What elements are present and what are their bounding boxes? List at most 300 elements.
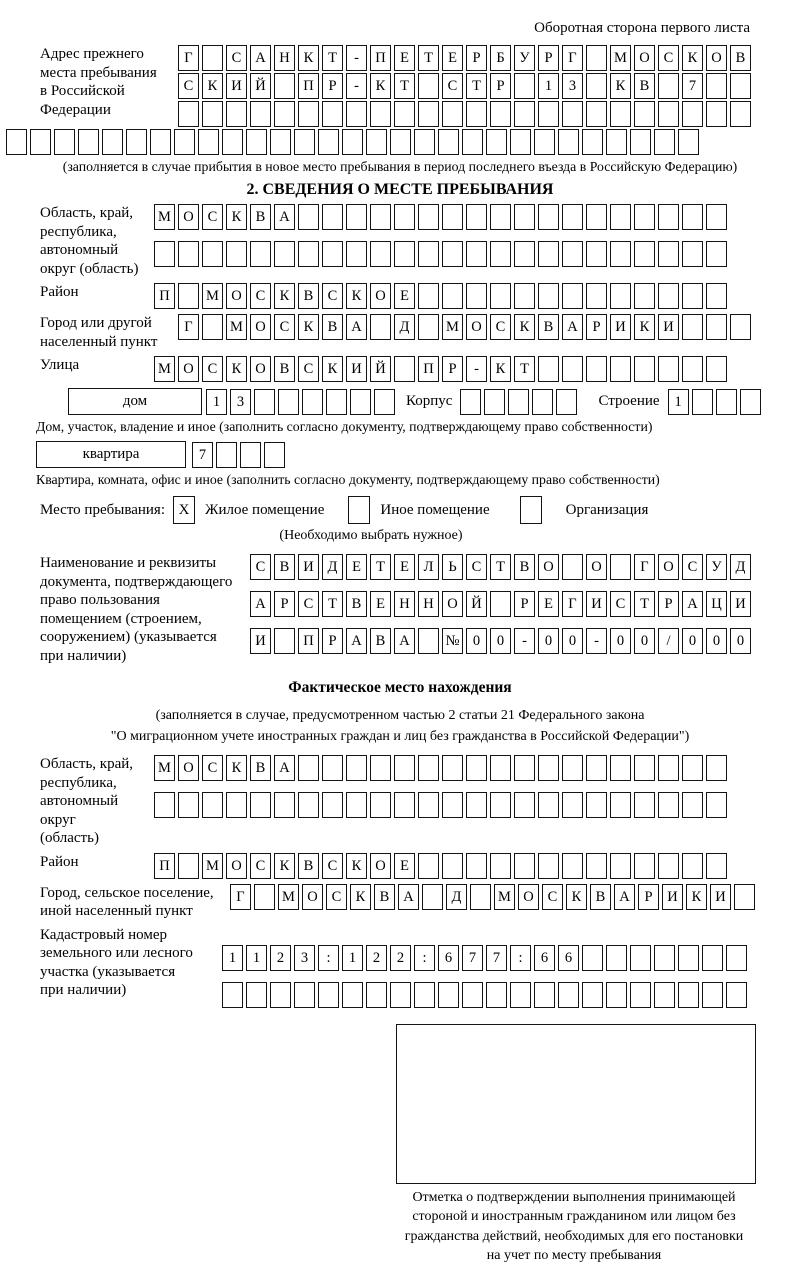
- char-box: [418, 755, 439, 781]
- char-box: [706, 853, 727, 879]
- char-boxes-row: [250, 554, 754, 580]
- char-box: [682, 356, 703, 382]
- char-box: [706, 356, 727, 382]
- char-box: Т: [322, 591, 343, 617]
- char-box: О: [370, 853, 391, 879]
- ownership-document-field: [6, 554, 794, 665]
- char-boxes-row: [154, 792, 730, 818]
- char-box: П: [418, 356, 439, 382]
- stroenie-label: Строение: [598, 393, 660, 409]
- place-type-note: (Необходимо выбрать нужное): [279, 528, 463, 543]
- char-box: О: [442, 591, 463, 617]
- char-box: [586, 73, 607, 99]
- char-box: Т: [490, 554, 511, 580]
- char-box: [726, 945, 747, 971]
- char-box: [514, 792, 535, 818]
- char-box: [438, 982, 459, 1008]
- char-box: [466, 101, 487, 127]
- previous-address-rows: [178, 45, 754, 127]
- char-box: 1: [206, 389, 227, 415]
- char-box: [418, 241, 439, 267]
- char-box: Т: [394, 73, 415, 99]
- factual-district-label: Район: [40, 853, 79, 870]
- char-box: [706, 283, 727, 309]
- char-box: [298, 101, 319, 127]
- char-box: М: [278, 884, 299, 910]
- char-box: С: [202, 204, 223, 230]
- char-box: О: [370, 283, 391, 309]
- char-box: С: [250, 554, 271, 580]
- char-box: [246, 982, 267, 1008]
- char-box: [558, 129, 579, 155]
- char-box: [702, 945, 723, 971]
- char-box: [582, 982, 603, 1008]
- char-boxes-row: [178, 45, 754, 71]
- char-box: -: [586, 628, 607, 654]
- char-box: П: [154, 283, 175, 309]
- char-box: [586, 101, 607, 127]
- char-box: [418, 628, 439, 654]
- char-box: С: [466, 554, 487, 580]
- char-box: [490, 755, 511, 781]
- char-box: [254, 884, 275, 910]
- char-box: С: [298, 591, 319, 617]
- char-box: [606, 945, 627, 971]
- char-box: [322, 101, 343, 127]
- char-box: [418, 204, 439, 230]
- char-box: Е: [394, 853, 415, 879]
- char-box: [418, 853, 439, 879]
- char-box: [658, 204, 679, 230]
- char-box: Ц: [706, 591, 727, 617]
- char-box: Т: [514, 356, 535, 382]
- char-box: [370, 314, 391, 340]
- char-box: Т: [634, 591, 655, 617]
- char-box: -: [346, 73, 367, 99]
- char-box: П: [154, 853, 175, 879]
- char-box: [178, 792, 199, 818]
- apartment-label-box: квартира: [36, 441, 186, 468]
- option-organization-label: Организация: [565, 501, 649, 518]
- char-boxes-row: [222, 945, 750, 971]
- char-box: [370, 792, 391, 818]
- char-box: [562, 241, 583, 267]
- char-box: [226, 792, 247, 818]
- char-box: 3: [230, 389, 251, 415]
- char-box: [274, 628, 295, 654]
- char-box: [484, 389, 505, 415]
- char-box: -: [514, 628, 535, 654]
- char-box: В: [590, 884, 611, 910]
- char-box: [682, 314, 703, 340]
- char-box: И: [710, 884, 731, 910]
- char-box: [534, 129, 555, 155]
- char-box: -: [346, 45, 367, 71]
- char-box: [706, 241, 727, 267]
- char-box: [562, 204, 583, 230]
- char-box: К: [370, 73, 391, 99]
- previous-address-field: [6, 45, 794, 127]
- char-box: С: [682, 554, 703, 580]
- char-box: [394, 101, 415, 127]
- char-box: [610, 792, 631, 818]
- char-box: [270, 982, 291, 1008]
- char-box: [514, 73, 535, 99]
- char-box: 7: [462, 945, 483, 971]
- char-box: [634, 101, 655, 127]
- char-boxes-row: [154, 241, 730, 267]
- char-boxes-row: [222, 982, 750, 1008]
- char-box: [264, 442, 285, 468]
- char-box: В: [250, 755, 271, 781]
- char-box: И: [298, 554, 319, 580]
- char-box: [322, 241, 343, 267]
- char-box: [562, 853, 583, 879]
- char-box: Н: [394, 591, 415, 617]
- char-box: О: [178, 356, 199, 382]
- char-box: С: [490, 314, 511, 340]
- char-box: 1: [222, 945, 243, 971]
- char-box: К: [298, 314, 319, 340]
- char-box: [294, 982, 315, 1008]
- char-box: [658, 755, 679, 781]
- char-box: [586, 45, 607, 71]
- char-box: 1: [538, 73, 559, 99]
- char-box: [678, 129, 699, 155]
- char-box: [418, 792, 439, 818]
- char-box: [582, 129, 603, 155]
- char-box: С: [178, 73, 199, 99]
- char-box: [678, 945, 699, 971]
- char-box: А: [250, 591, 271, 617]
- char-box: [322, 792, 343, 818]
- char-box: [318, 982, 339, 1008]
- char-box: Г: [562, 591, 583, 617]
- char-box: [154, 792, 175, 818]
- char-box: В: [274, 554, 295, 580]
- char-box: [634, 755, 655, 781]
- char-box: [634, 241, 655, 267]
- apartment-caption: Квартира, комната, офис и иное (заполнить согласно документу, подтверждающему право собственности): [36, 472, 660, 487]
- char-boxes-row: [460, 389, 580, 415]
- char-box: [466, 853, 487, 879]
- char-box: [414, 129, 435, 155]
- char-box: Г: [178, 314, 199, 340]
- char-box: 0: [466, 628, 487, 654]
- char-box: Р: [490, 73, 511, 99]
- char-box: [240, 442, 261, 468]
- char-box: [202, 101, 223, 127]
- char-box: [470, 884, 491, 910]
- char-box: [654, 982, 675, 1008]
- district-field: [6, 283, 794, 309]
- char-box: [490, 241, 511, 267]
- char-box: [634, 356, 655, 382]
- char-box: М: [226, 314, 247, 340]
- char-box: [294, 129, 315, 155]
- char-box: О: [178, 204, 199, 230]
- char-box: [610, 356, 631, 382]
- apartment-field: [36, 441, 794, 468]
- char-box: 1: [246, 945, 267, 971]
- char-box: 0: [634, 628, 655, 654]
- char-box: [422, 884, 443, 910]
- char-box: [460, 389, 481, 415]
- char-box: 0: [706, 628, 727, 654]
- char-boxes-row: [250, 591, 754, 617]
- char-box: [630, 945, 651, 971]
- char-box: 0: [562, 628, 583, 654]
- char-box: Й: [466, 591, 487, 617]
- char-box: Т: [418, 45, 439, 71]
- char-box: [654, 129, 675, 155]
- char-box: [606, 129, 627, 155]
- char-box: [658, 101, 679, 127]
- char-box: О: [634, 45, 655, 71]
- char-box: [682, 853, 703, 879]
- char-box: Б: [490, 45, 511, 71]
- char-box: [394, 204, 415, 230]
- char-box: [490, 853, 511, 879]
- char-box: [394, 241, 415, 267]
- char-box: О: [658, 554, 679, 580]
- char-box: А: [614, 884, 635, 910]
- char-box: [202, 241, 223, 267]
- char-box: 3: [562, 73, 583, 99]
- char-box: К: [610, 73, 631, 99]
- char-box: А: [562, 314, 583, 340]
- char-box: О: [302, 884, 323, 910]
- char-box: [274, 241, 295, 267]
- district-label: Район: [40, 284, 79, 300]
- char-box: [562, 101, 583, 127]
- char-boxes-row: [154, 356, 730, 382]
- char-box: [174, 129, 195, 155]
- char-box: В: [730, 45, 751, 71]
- char-box: Д: [446, 884, 467, 910]
- char-box: К: [202, 73, 223, 99]
- char-box: [532, 389, 553, 415]
- char-box: [274, 73, 295, 99]
- char-box: И: [346, 356, 367, 382]
- char-box: [394, 356, 415, 382]
- char-box: Й: [370, 356, 391, 382]
- char-box: [490, 283, 511, 309]
- char-box: [634, 204, 655, 230]
- char-box: [510, 129, 531, 155]
- char-box: В: [298, 283, 319, 309]
- char-box: [562, 792, 583, 818]
- char-box: [126, 129, 147, 155]
- char-box: [274, 792, 295, 818]
- char-box: М: [202, 283, 223, 309]
- char-box: [734, 884, 755, 910]
- char-box: 2: [390, 945, 411, 971]
- char-box: О: [226, 283, 247, 309]
- char-box: Н: [274, 45, 295, 71]
- char-box: [634, 853, 655, 879]
- char-box: [658, 241, 679, 267]
- char-box: К: [274, 853, 295, 879]
- region-label: Область, край, республика, автономный округ (область): [40, 205, 139, 277]
- char-box: Р: [538, 45, 559, 71]
- char-box: [370, 755, 391, 781]
- checkbox-other-premises: [348, 496, 370, 524]
- char-box: [514, 204, 535, 230]
- char-box: М: [202, 853, 223, 879]
- char-box: 6: [438, 945, 459, 971]
- char-box: В: [370, 628, 391, 654]
- char-box: Р: [322, 628, 343, 654]
- char-box: И: [610, 314, 631, 340]
- char-box: [274, 101, 295, 127]
- char-box: П: [298, 73, 319, 99]
- char-box: [514, 853, 535, 879]
- char-box: [740, 389, 761, 415]
- char-box: [490, 101, 511, 127]
- char-box: [490, 204, 511, 230]
- char-box: П: [298, 628, 319, 654]
- char-box: В: [250, 204, 271, 230]
- char-box: [418, 73, 439, 99]
- char-box: 0: [490, 628, 511, 654]
- char-box: [346, 241, 367, 267]
- char-box: [610, 755, 631, 781]
- char-box: [534, 982, 555, 1008]
- char-box: [692, 389, 713, 415]
- char-box: [302, 389, 323, 415]
- char-box: [538, 792, 559, 818]
- char-box: [250, 101, 271, 127]
- ownership-document-rows: [250, 554, 754, 654]
- char-box: [178, 283, 199, 309]
- char-box: 1: [668, 389, 689, 415]
- factual-region-rows: [154, 755, 730, 818]
- char-box: [538, 204, 559, 230]
- option-residential-label: Жилое помещение: [205, 501, 325, 518]
- char-box: [610, 241, 631, 267]
- char-boxes-row: [192, 442, 288, 468]
- char-box: [322, 755, 343, 781]
- char-box: 7: [682, 73, 703, 99]
- char-box: [346, 792, 367, 818]
- confirmation-stamp-box: [396, 1024, 756, 1184]
- char-box: [610, 101, 631, 127]
- previous-address-label: Адрес прежнего места пребывания в Российской Федерации: [40, 46, 157, 118]
- char-box: [510, 982, 531, 1008]
- char-box: [682, 101, 703, 127]
- char-box: 2: [270, 945, 291, 971]
- char-box: 2: [366, 945, 387, 971]
- korpus-label: Корпус: [406, 393, 453, 409]
- char-box: Е: [394, 554, 415, 580]
- ownership-document-label: Наименование и реквизиты документа, подтверждающего право пользования помещением (строением, сооружением) (указывается при наличии): [40, 555, 233, 664]
- char-box: [610, 283, 631, 309]
- char-box: [654, 945, 675, 971]
- char-box: О: [518, 884, 539, 910]
- char-box: Т: [322, 45, 343, 71]
- char-box: [202, 314, 223, 340]
- char-box: [610, 853, 631, 879]
- factual-city-field: [6, 884, 794, 921]
- house-caption: Дом, участок, владение и иное (заполнить согласно документу, подтверждающему право собственности): [36, 419, 653, 434]
- section2-title: 2. СВЕДЕНИЯ О МЕСТЕ ПРЕБЫВАНИЯ: [246, 181, 554, 198]
- char-box: Е: [346, 554, 367, 580]
- char-box: К: [226, 356, 247, 382]
- char-box: [706, 755, 727, 781]
- cadastre-rows: [222, 945, 750, 1008]
- char-box: И: [658, 314, 679, 340]
- char-box: 0: [610, 628, 631, 654]
- cadastre-field: [6, 926, 794, 1008]
- street-field: [6, 356, 794, 382]
- char-box: [466, 755, 487, 781]
- char-box: Р: [274, 591, 295, 617]
- char-box: С: [202, 755, 223, 781]
- char-box: Р: [658, 591, 679, 617]
- char-box: [508, 389, 529, 415]
- char-box: [298, 755, 319, 781]
- cadastre-label: Кадастровый номер земельного или лесного участка (указывается при наличии): [40, 926, 193, 998]
- char-box: [418, 314, 439, 340]
- house-field: [68, 388, 794, 415]
- char-box: [442, 283, 463, 309]
- char-box: [634, 792, 655, 818]
- char-box: [682, 792, 703, 818]
- char-box: К: [490, 356, 511, 382]
- char-box: А: [274, 755, 295, 781]
- char-box: [466, 792, 487, 818]
- char-box: [630, 982, 651, 1008]
- char-box: [442, 755, 463, 781]
- checkbox-organization: [520, 496, 542, 524]
- char-box: [222, 129, 243, 155]
- street-label: Улица: [40, 357, 80, 373]
- char-boxes-row: [154, 755, 730, 781]
- char-box: [246, 129, 267, 155]
- char-box: [370, 101, 391, 127]
- char-box: [716, 389, 737, 415]
- char-box: [278, 389, 299, 415]
- city-field: [6, 314, 794, 351]
- char-box: С: [322, 853, 343, 879]
- char-box: [514, 283, 535, 309]
- char-box: [658, 853, 679, 879]
- char-box: С: [542, 884, 563, 910]
- char-box: [414, 982, 435, 1008]
- char-boxes-row: [154, 204, 730, 230]
- char-box: И: [586, 591, 607, 617]
- char-box: [466, 241, 487, 267]
- char-box: В: [514, 554, 535, 580]
- char-box: Г: [178, 45, 199, 71]
- char-box: [466, 283, 487, 309]
- char-box: [706, 73, 727, 99]
- char-box: [538, 241, 559, 267]
- char-box: [30, 129, 51, 155]
- char-box: Р: [442, 356, 463, 382]
- char-box: [350, 389, 371, 415]
- char-boxes-row: [250, 628, 754, 654]
- char-box: [390, 982, 411, 1008]
- char-box: [150, 129, 171, 155]
- char-box: [606, 982, 627, 1008]
- char-box: №: [442, 628, 463, 654]
- char-box: [318, 129, 339, 155]
- char-box: [586, 755, 607, 781]
- char-box: [442, 204, 463, 230]
- char-box: Ь: [442, 554, 463, 580]
